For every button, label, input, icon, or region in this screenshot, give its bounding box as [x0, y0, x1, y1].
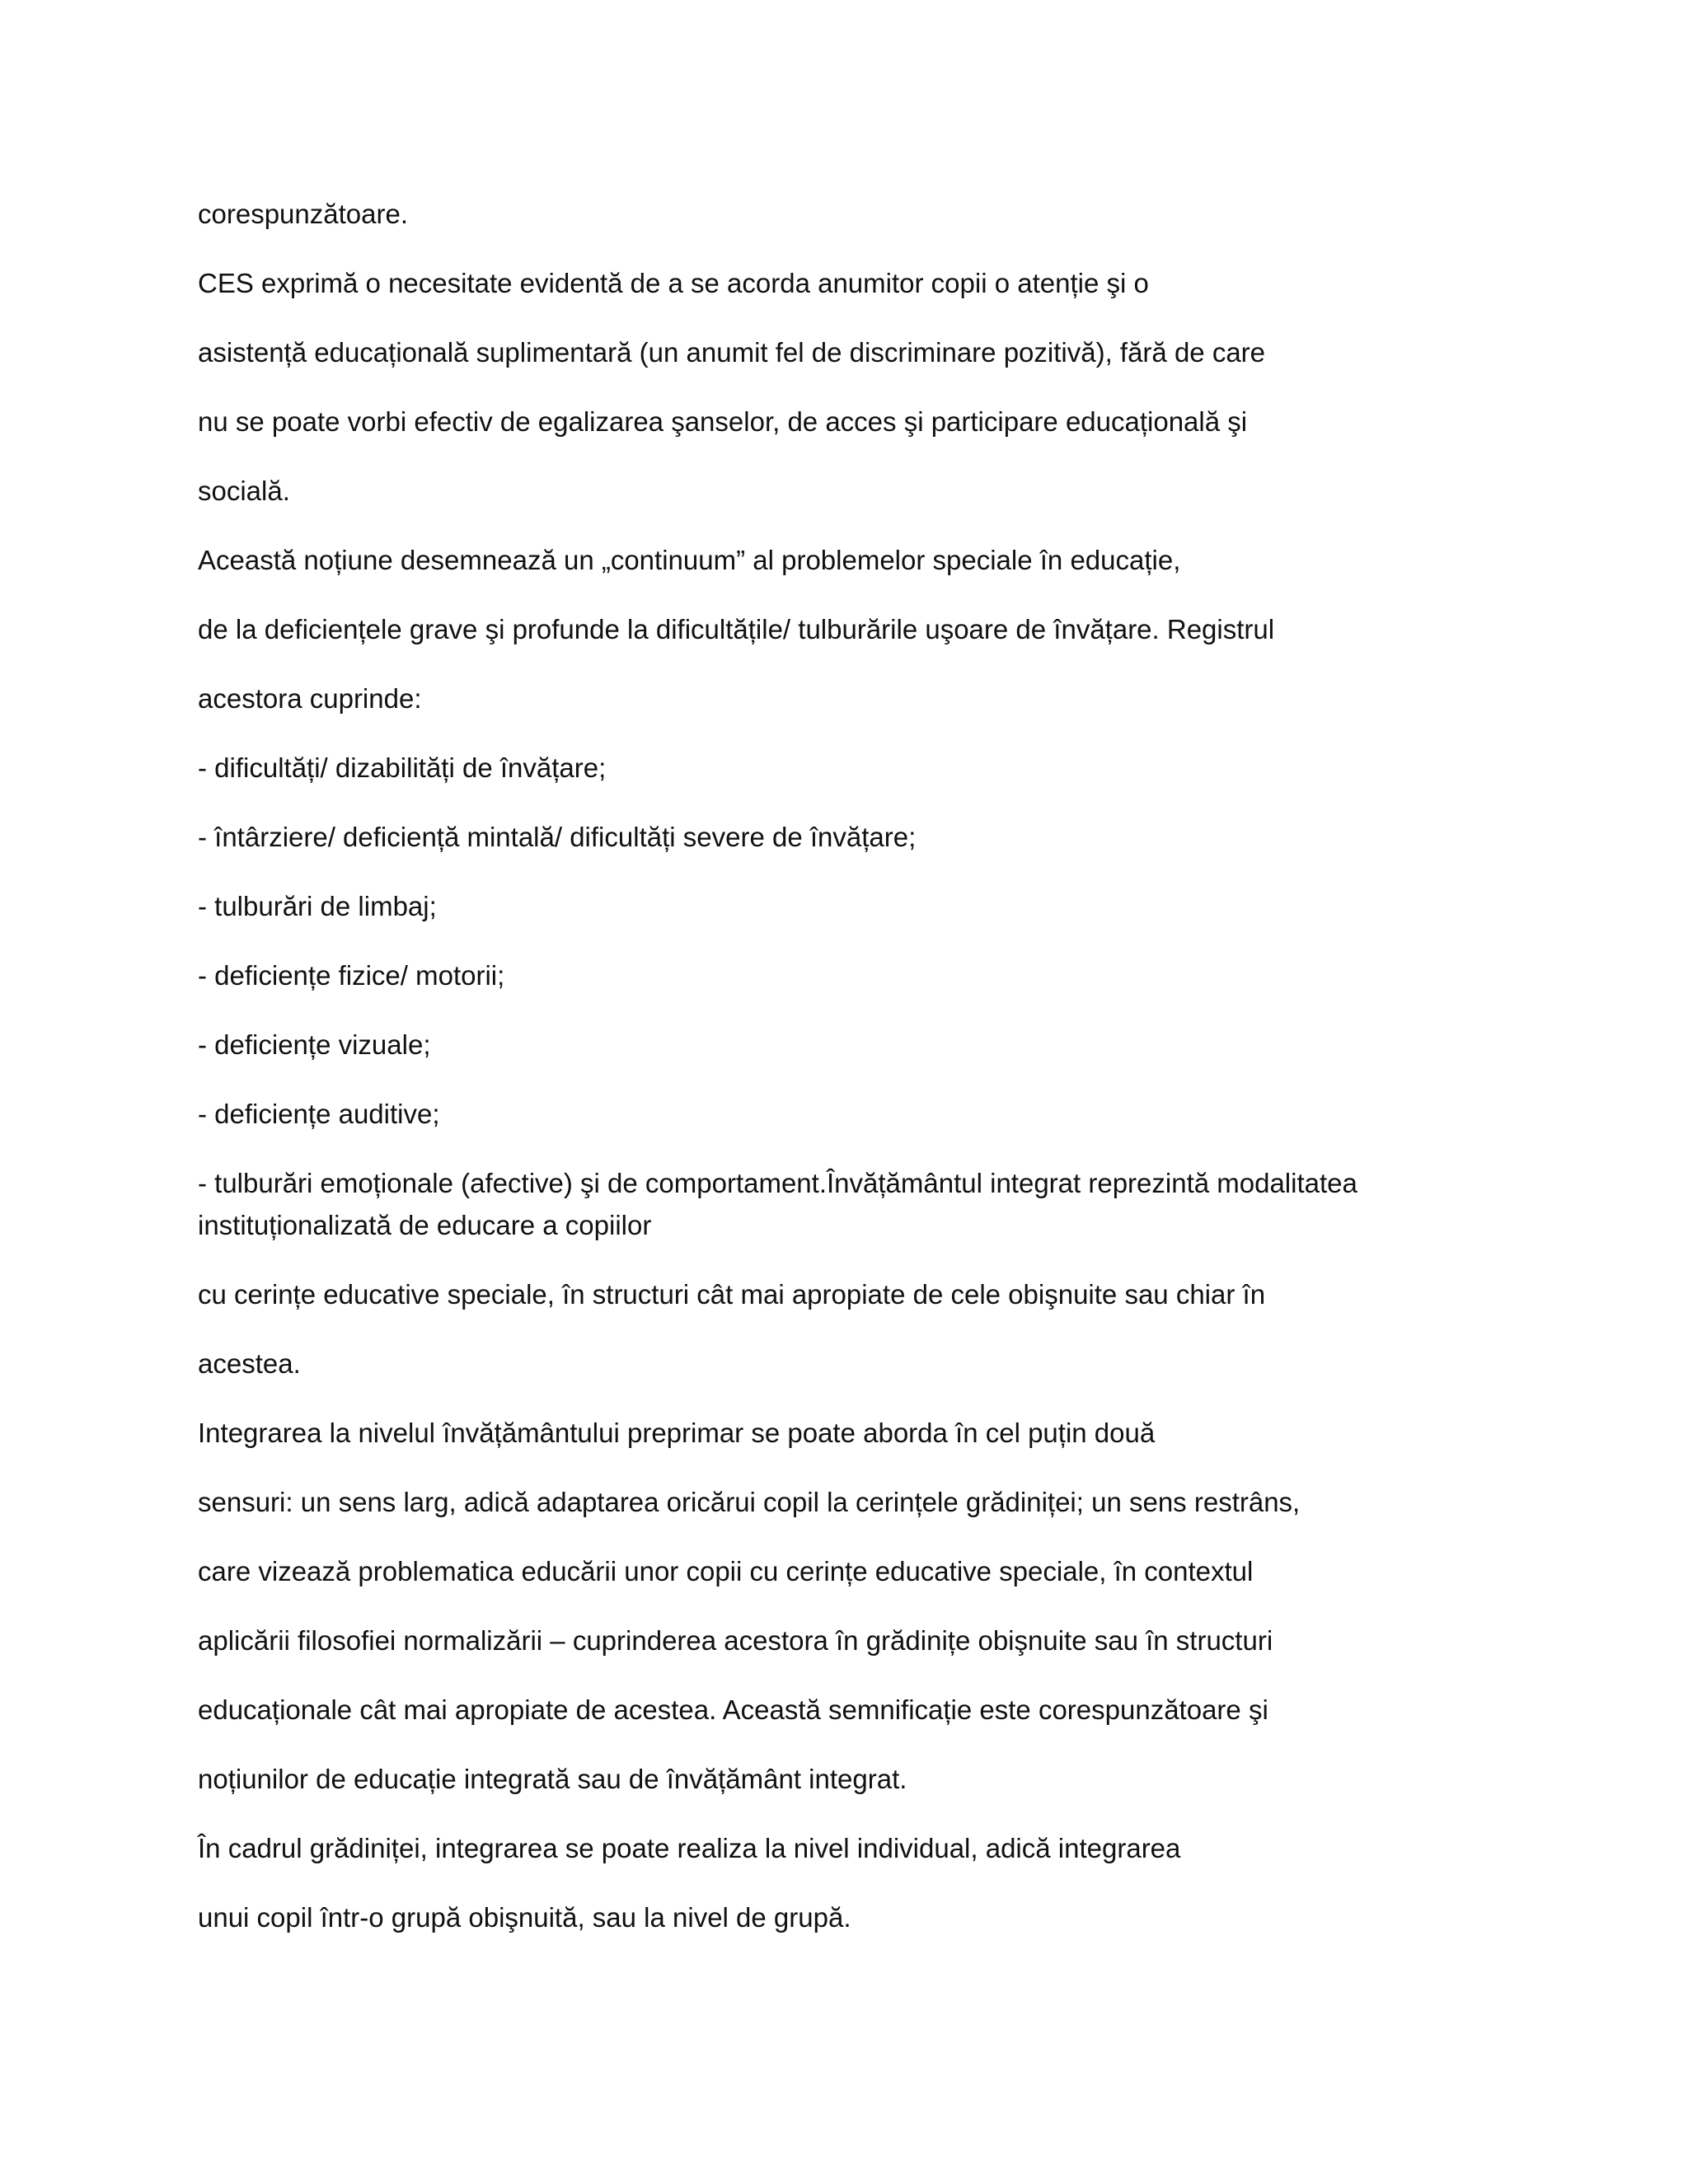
list-item: - tulburări emoționale (afective) şi de comportament.Învățământul integrat reprezintă modalitatea — [198, 1168, 1357, 1198]
text-line: Integrarea la nivelul învățământului preprimar se poate aborda în cel puțin două — [198, 1418, 1156, 1448]
list-item: - deficiențe auditive; — [198, 1099, 440, 1129]
text-line: corespunzătoare. — [198, 199, 408, 229]
text-line: Această noțiune desemnează un „continuum” al problemelor speciale în educație, — [198, 545, 1181, 575]
text-line: noțiunilor de educație integrată sau de învățământ integrat. — [198, 1764, 907, 1794]
text-line: acestora cuprinde: — [198, 683, 422, 714]
text-line: educaționale cât mai apropiate de acestea. Această semnificație este corespunzătoare şi — [198, 1694, 1268, 1725]
text-line: CES exprimă o necesitate evidentă de a se acorda anumitor copii o atenție şi o — [198, 268, 1149, 298]
text-line: sensuri: un sens larg, adică adaptarea oricărui copil la cerințele grădiniței; un sens restrâns, — [198, 1487, 1301, 1517]
text-line: care vizează problematica educării unor copii cu cerințe educative speciale, în contextul — [198, 1556, 1254, 1586]
list-item: - întârziere/ deficiență mintală/ dificultăți severe de învățare; — [198, 822, 917, 852]
text-line: În cadrul grădiniței, integrarea se poate realiza la nivel individual, adică integrarea — [198, 1833, 1181, 1863]
text-line: asistență educațională suplimentară (un anumit fel de discriminare pozitivă), fără de care — [198, 337, 1266, 368]
text-line: cu cerințe educative speciale, în structuri cât mai apropiate de cele obişnuite sau chiar în — [198, 1279, 1266, 1310]
text-line: acestea. — [198, 1348, 301, 1379]
list-item: - deficiențe fizice/ motorii; — [198, 960, 505, 991]
text-line: aplicării filosofiei normalizării – cuprinderea acestora în grădinițe obişnuite sau în structuri — [198, 1625, 1273, 1656]
list-item: - tulburări de limbaj; — [198, 891, 437, 921]
text-line: socială. — [198, 476, 290, 506]
text-line: unui copil într-o grupă obişnuită, sau la nivel de grupă. — [198, 1902, 851, 1933]
list-item: - dificultăți/ dizabilități de învățare; — [198, 752, 607, 783]
text-line: nu se poate vorbi efectiv de egalizarea şanselor, de acces şi participare educațională şi — [198, 406, 1248, 437]
text-line: instituționalizată de educare a copiilor — [198, 1210, 652, 1240]
text-line: de la deficiențele grave şi profunde la dificultățile/ tulburările uşoare de învățare. Registrul — [198, 614, 1275, 644]
list-item: - deficiențe vizuale; — [198, 1029, 431, 1060]
